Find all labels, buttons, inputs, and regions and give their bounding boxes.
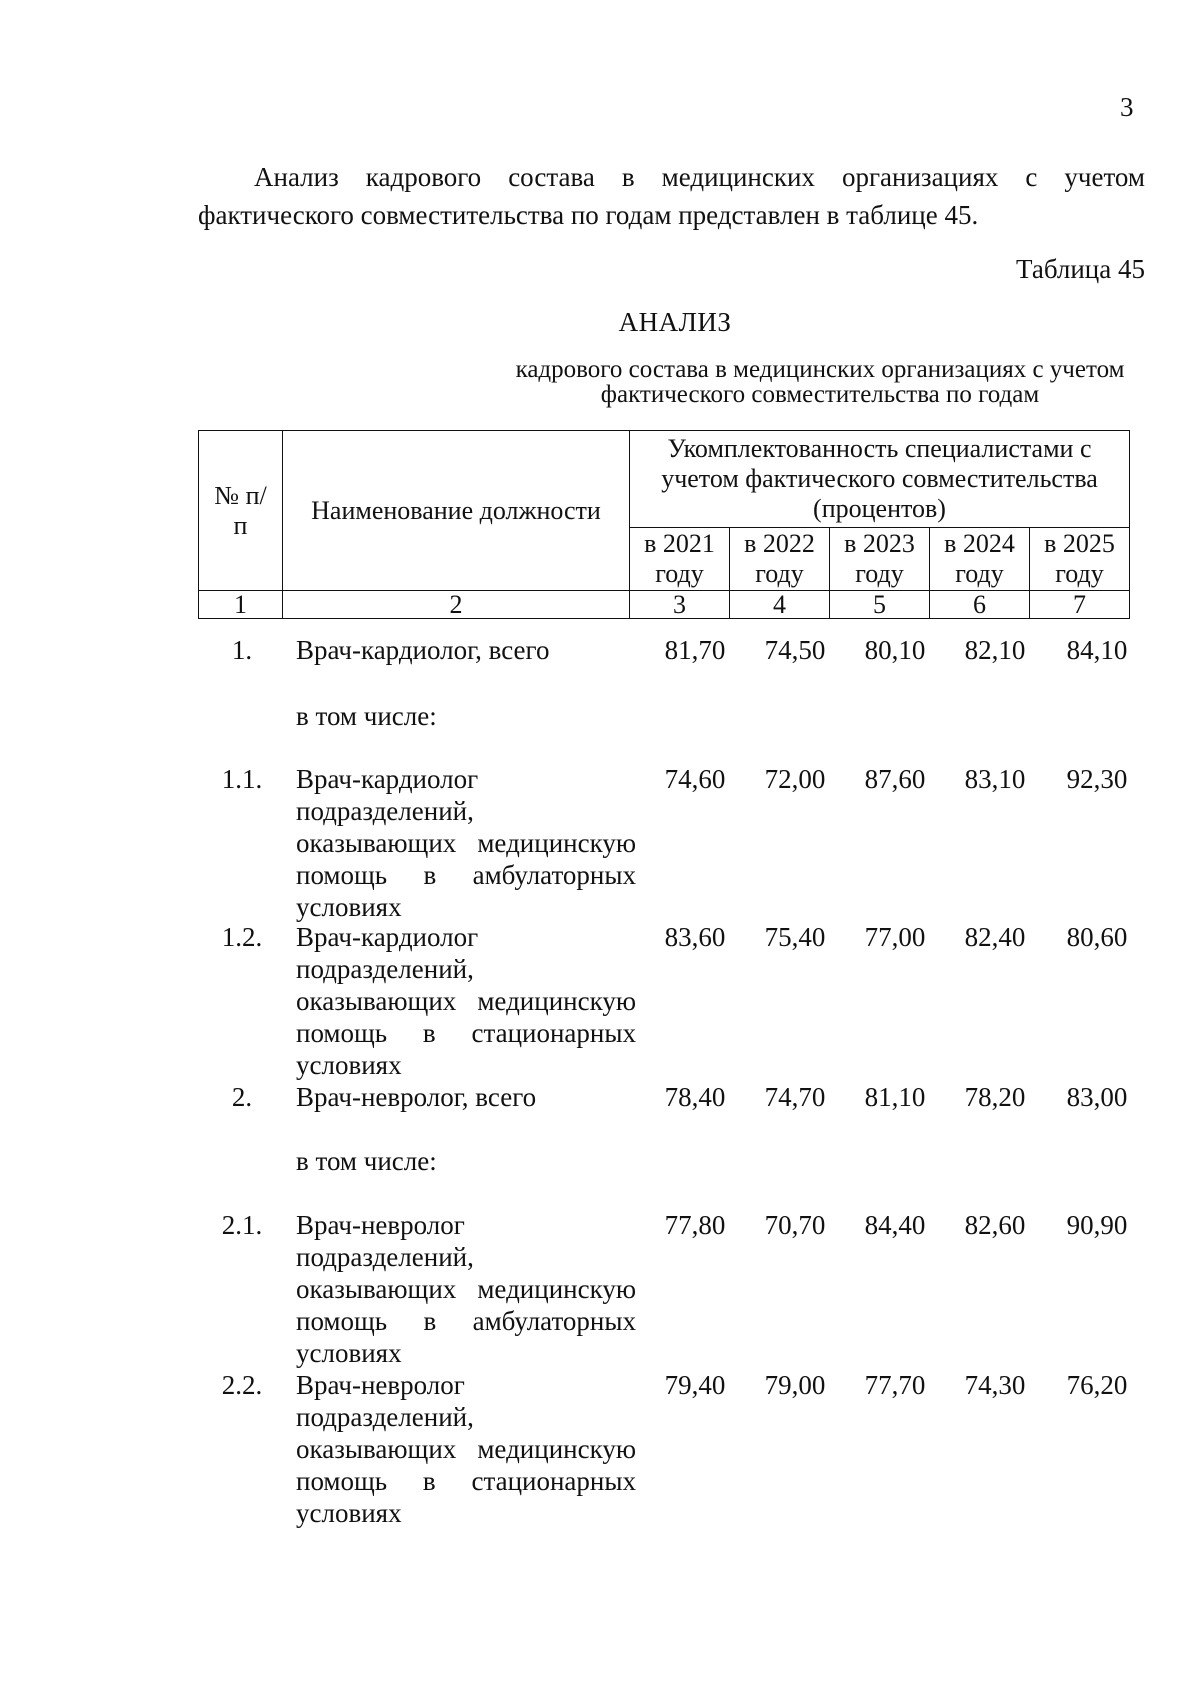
row-position-name: в том числе: bbox=[296, 1146, 437, 1176]
row-position-name: Врач-невролог подразделений, оказывающих медицинскую помощь в амбулаторных условиях bbox=[296, 1210, 636, 1368]
row-value-2023: 84,40 bbox=[864, 1210, 926, 1240]
row-value-2025: 83,00 bbox=[1066, 1082, 1128, 1112]
header-year: в 2022 году bbox=[730, 528, 830, 591]
row-value-2024: 83,10 bbox=[964, 764, 1026, 794]
row-position-name: Врач-кардиолог, всего bbox=[296, 635, 550, 665]
column-number: 7 bbox=[1030, 591, 1130, 619]
row-value-2023: 77,70 bbox=[864, 1370, 926, 1400]
header-year: в 2024 году bbox=[930, 528, 1030, 591]
row-value-2025: 90,90 bbox=[1066, 1210, 1128, 1240]
row-value-2022: 79,00 bbox=[764, 1370, 826, 1400]
table-label: Таблица 45 bbox=[1016, 254, 1145, 284]
header-year: в 2021 году bbox=[630, 528, 730, 591]
row-value-2024: 82,40 bbox=[964, 922, 1026, 952]
row-value-2022: 70,70 bbox=[764, 1210, 826, 1240]
row-value-2024: 82,60 bbox=[964, 1210, 1026, 1240]
row-number: 1.2. bbox=[221, 922, 263, 952]
row-position-name: Врач-невролог подразделений, оказывающих медицинскую помощь в стационарных условиях bbox=[296, 1370, 636, 1528]
row-number: 2. bbox=[231, 1082, 253, 1112]
row-value-2025: 84,10 bbox=[1066, 635, 1128, 665]
row-value-2023: 87,60 bbox=[864, 764, 926, 794]
table-title: АНАЛИЗ bbox=[618, 307, 732, 337]
row-value-2022: 74,70 bbox=[764, 1082, 826, 1112]
row-value-2022: 75,40 bbox=[764, 922, 826, 952]
row-position-name: Врач-кардиолог подразделений, оказывающих медицинскую помощь в стационарных условиях bbox=[296, 922, 636, 1080]
column-number: 5 bbox=[830, 591, 930, 619]
row-number: 1. bbox=[231, 635, 253, 665]
row-position-name: Врач-невролог, всего bbox=[296, 1082, 537, 1112]
row-value-2023: 81,10 bbox=[864, 1082, 926, 1112]
row-position-name: в том числе: bbox=[296, 701, 437, 731]
row-value-2024: 74,30 bbox=[964, 1370, 1026, 1400]
column-number: 4 bbox=[730, 591, 830, 619]
column-number: 3 bbox=[630, 591, 730, 619]
header-year: в 2023 году bbox=[830, 528, 930, 591]
row-value-2025: 80,60 bbox=[1066, 922, 1128, 952]
row-number: 2.2. bbox=[221, 1370, 263, 1400]
row-value-2021: 81,70 bbox=[664, 635, 726, 665]
row-value-2021: 78,40 bbox=[664, 1082, 726, 1112]
column-number: 2 bbox=[283, 591, 630, 619]
intro-paragraph: Анализ кадрового состава в медицинских организациях с учетом фактического совместительства по годам представлен в таблице 45. bbox=[198, 162, 1145, 230]
row-value-2023: 77,00 bbox=[864, 922, 926, 952]
row-value-2024: 82,10 bbox=[964, 635, 1026, 665]
table-subtitle-line-2: фактического совместительства по годам bbox=[600, 381, 1040, 408]
row-value-2022: 72,00 bbox=[764, 764, 826, 794]
header-name: Наименование должности bbox=[283, 431, 630, 591]
row-value-2024: 78,20 bbox=[964, 1082, 1026, 1112]
row-value-2025: 92,30 bbox=[1066, 764, 1128, 794]
column-number: 1 bbox=[199, 591, 283, 619]
header-num: № п/п bbox=[199, 431, 283, 591]
row-number: 2.1. bbox=[221, 1210, 263, 1240]
header-group: Укомплектованность специалистами с учетом фактического совместительства (процентов) bbox=[630, 431, 1130, 528]
row-number: 1.1. bbox=[221, 764, 263, 794]
row-value-2021: 74,60 bbox=[664, 764, 726, 794]
row-value-2021: 79,40 bbox=[664, 1370, 726, 1400]
row-value-2025: 76,20 bbox=[1066, 1370, 1128, 1400]
row-position-name: Врач-кардиолог подразделений, оказывающих медицинскую помощь в амбулаторных условиях bbox=[296, 764, 636, 922]
table-subtitle-line-1: кадрового состава в медицинских организациях с учетом bbox=[515, 356, 1125, 383]
column-number: 6 bbox=[930, 591, 1030, 619]
row-value-2021: 77,80 bbox=[664, 1210, 726, 1240]
row-value-2023: 80,10 bbox=[864, 635, 926, 665]
header-year: в 2025 году bbox=[1030, 528, 1130, 591]
row-value-2021: 83,60 bbox=[664, 922, 726, 952]
page-number: 3 bbox=[1120, 92, 1134, 122]
row-value-2022: 74,50 bbox=[764, 635, 826, 665]
